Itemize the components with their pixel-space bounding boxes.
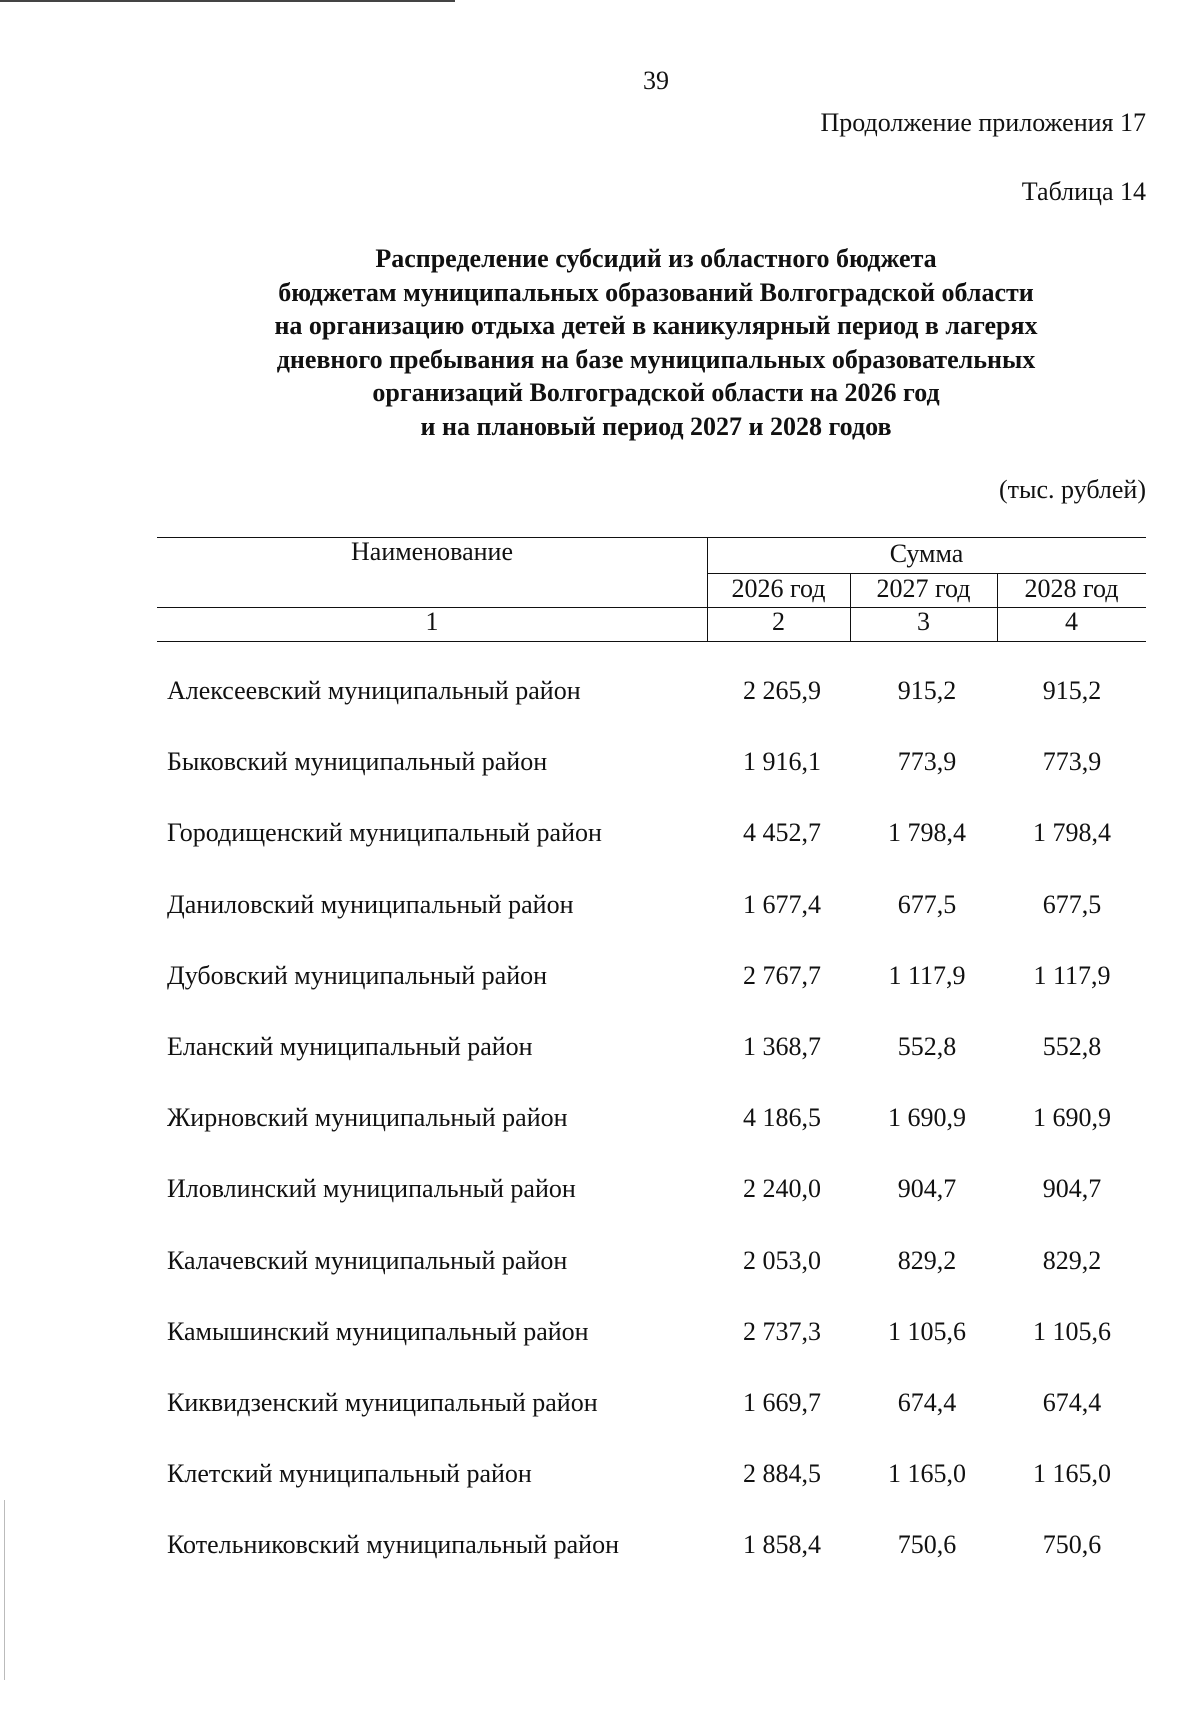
amount-2027: 904,7 <box>897 1174 957 1204</box>
district-name: Еланский муниципальный район <box>167 1031 533 1061</box>
amount-2026: 4 452,7 <box>743 818 821 848</box>
amount-2027: 1 165,0 <box>888 1459 966 1489</box>
amount-2027: 915,2 <box>897 676 957 705</box>
district-name: Городищенский муниципальный район <box>167 818 602 848</box>
header-year-2028: 2028 год <box>1024 574 1119 603</box>
table-row <box>167 1166 1147 1237</box>
header-year-2027: 2027 год <box>876 574 971 603</box>
district-name: Камышинский муниципальный район <box>167 1316 589 1346</box>
amount-2028: 773,9 <box>1042 747 1102 777</box>
amount-2026: 1 669,7 <box>743 1387 821 1417</box>
appendix-note: Продолжение приложения 17 <box>820 108 1146 137</box>
amount-2026: 2 884,5 <box>743 1459 821 1489</box>
amount-2026: 2 737,3 <box>743 1316 821 1346</box>
district-name: Киквидзенский муниципальный район <box>167 1387 598 1417</box>
amount-2027: 1 690,9 <box>888 1103 966 1133</box>
table-row <box>167 882 1147 953</box>
amount-2028: 1 165,0 <box>1033 1459 1111 1489</box>
district-name: Даниловский муниципальный район <box>167 889 574 919</box>
title-line: организаций Волгоградской области на 2026 год <box>372 378 940 407</box>
district-name: Дубовский муниципальный район <box>167 960 548 990</box>
amount-2027: 750,6 <box>897 1530 957 1560</box>
table-row <box>167 1380 1147 1451</box>
amount-2026: 4 186,5 <box>743 1103 821 1133</box>
district-name: Алексеевский муниципальный район <box>167 676 581 705</box>
column-number-2: 2 <box>772 607 785 636</box>
amount-2026: 2 265,9 <box>743 676 821 705</box>
amount-2028: 1 798,4 <box>1033 818 1111 848</box>
amount-2028: 674,4 <box>1042 1387 1102 1417</box>
column-number-1: 1 <box>425 607 439 636</box>
column-number-3: 3 <box>917 607 930 636</box>
scan-edge-top <box>0 0 455 2</box>
title-line: бюджетам муниципальных образований Волгоградской области <box>278 277 1034 307</box>
table-row <box>167 1238 1147 1309</box>
column-number-4: 4 <box>1065 607 1078 636</box>
header-name: Наименование <box>351 537 513 566</box>
amount-2028: 677,5 <box>1042 889 1102 919</box>
page-number: 39 <box>643 66 669 95</box>
table-row <box>167 739 1147 810</box>
district-name: Клетский муниципальный район <box>167 1459 532 1489</box>
district-name: Калачевский муниципальный район <box>167 1245 568 1275</box>
amount-2026: 1 677,4 <box>743 889 821 919</box>
amount-2028: 829,2 <box>1042 1245 1102 1275</box>
amount-2026: 2 240,0 <box>743 1174 821 1204</box>
amount-2027: 773,9 <box>897 747 957 777</box>
table-header <box>157 537 1146 641</box>
table-body <box>167 668 1147 1593</box>
title-line: на организацию отдыха детей в каникулярный период в лагерях <box>274 311 1038 340</box>
header-sum: Сумма <box>889 539 964 568</box>
amount-2028: 904,7 <box>1042 1174 1102 1204</box>
table-row <box>167 1309 1147 1380</box>
district-name: Котельниковский муниципальный район <box>167 1530 619 1560</box>
table-label: Таблица 14 <box>1021 177 1146 206</box>
amount-2028: 1 117,9 <box>1033 960 1111 990</box>
amount-2028: 1 690,9 <box>1033 1103 1111 1133</box>
amount-2027: 552,8 <box>897 1031 957 1061</box>
table-row <box>167 668 1147 739</box>
amount-2028: 1 105,6 <box>1033 1316 1111 1346</box>
amount-2026: 1 916,1 <box>743 747 821 777</box>
header-rule-bottom <box>157 641 1146 642</box>
district-name: Быковский муниципальный район <box>167 747 548 777</box>
table-row <box>167 953 1147 1024</box>
scan-edge-left <box>4 1500 5 1680</box>
amount-2027: 1 798,4 <box>888 818 966 848</box>
amount-2027: 674,4 <box>897 1387 957 1417</box>
amount-2027: 829,2 <box>897 1245 957 1275</box>
amount-2028: 552,8 <box>1042 1031 1102 1061</box>
title-line: Распределение субсидий из областного бюджета <box>375 244 937 273</box>
amount-2027: 1 105,6 <box>888 1316 966 1346</box>
district-name: Жирновский муниципальный район <box>167 1103 568 1133</box>
district-name: Иловлинский муниципальный район <box>167 1174 576 1204</box>
table-row <box>167 1095 1147 1166</box>
amount-2026: 2 767,7 <box>743 960 821 990</box>
document-title <box>0 242 1200 443</box>
title-line: и на плановый период 2027 и 2028 годов <box>420 411 892 441</box>
table-row <box>167 1024 1147 1095</box>
units-label: (тыс. рублей) <box>998 475 1146 504</box>
amount-2026: 1 368,7 <box>743 1031 821 1061</box>
header-year-2026: 2026 год <box>731 574 826 603</box>
table-row <box>167 1451 1147 1522</box>
title-line: дневного пребывания на базе муниципальных образовательных <box>276 344 1036 374</box>
amount-2026: 1 858,4 <box>743 1530 821 1560</box>
table-row <box>167 810 1147 881</box>
amount-2028: 750,6 <box>1042 1530 1102 1560</box>
amount-2027: 1 117,9 <box>888 960 966 990</box>
amount-2028: 915,2 <box>1042 676 1102 705</box>
table-row <box>167 1522 1147 1593</box>
amount-2027: 677,5 <box>897 889 957 919</box>
amount-2026: 2 053,0 <box>743 1245 821 1275</box>
